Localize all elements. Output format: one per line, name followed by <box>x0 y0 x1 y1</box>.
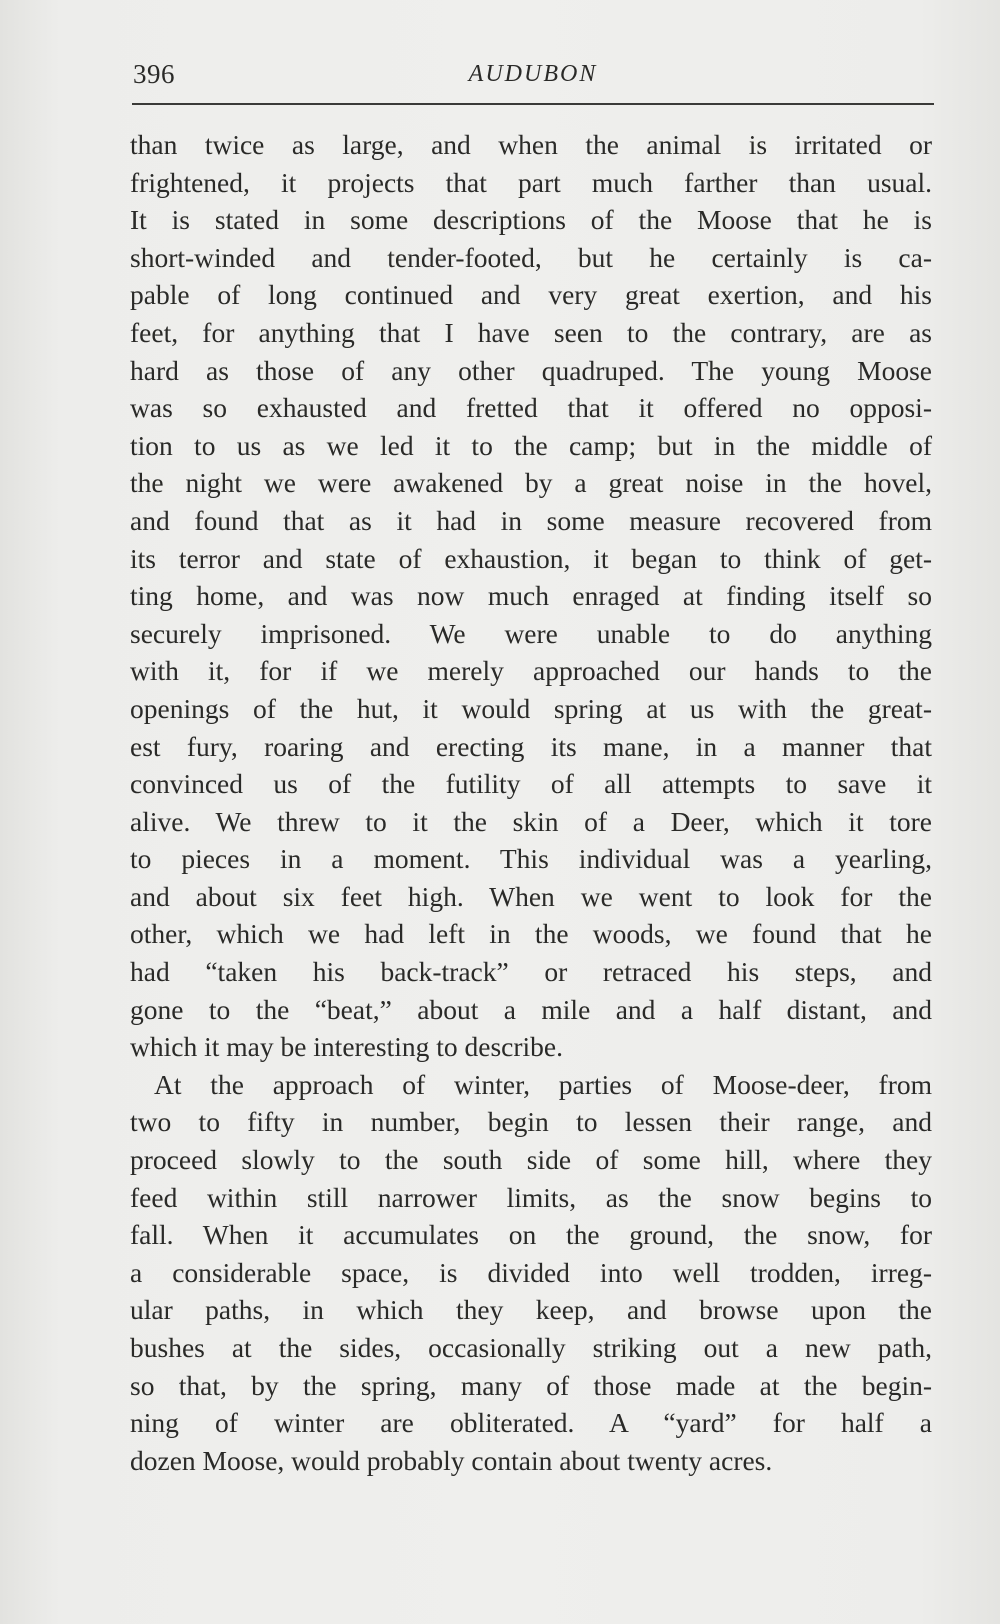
text-line: short-winded and tender-footed, but he certainly is ca- <box>130 241 932 273</box>
text-line: a considerable space, is divided into well trodden, irreg- <box>130 1256 932 1288</box>
text-line: ning of winter are obliterated. A “yard” for half a <box>130 1407 932 1439</box>
text-line: securely imprisoned. We were unable to do anything <box>130 617 932 649</box>
text-line: bushes at the sides, occasionally striking out a new path, <box>130 1332 932 1363</box>
text-line: alive. We threw to it the skin of a Deer, which it tore <box>130 805 932 837</box>
text-line: other, which we had left in the woods, we found that he <box>130 918 932 950</box>
text-line: fall. When it accumulates on the ground, the snow, for <box>130 1219 932 1251</box>
running-head <box>133 54 933 94</box>
text-line: with it, for if we merely approached our hands to the <box>130 655 932 687</box>
text-line: It is stated in some descriptions of the Moose that he is <box>130 204 932 236</box>
text-line: its terror and state of exhaustion, it began to think of get- <box>130 542 932 574</box>
text-line: and about six feet high. When we went to look for the <box>130 880 932 912</box>
text-line: dozen Moose, would probably contain about twenty acres. <box>130 1444 773 1476</box>
text-line: gone to the “beat,” about a mile and a half distant, and <box>130 993 932 1025</box>
text-line: to pieces in a moment. This individual was a yearling, <box>130 843 932 875</box>
body-text <box>130 126 932 1479</box>
running-title: AUDUBON <box>468 61 598 87</box>
text-line: was so exhausted and fretted that it offered no opposi- <box>130 392 932 424</box>
text-line: so that, by the spring, many of those made at the begin- <box>130 1369 932 1401</box>
text-line: At the approach of winter, parties of Moose-deer, from <box>154 1068 932 1100</box>
text-line: convinced us of the futility of all attempts to save it <box>130 768 932 800</box>
text-line: frightened, it projects that part much farther than usual. <box>130 166 932 198</box>
text-line: proceed slowly to the south side of some hill, where they <box>130 1144 932 1176</box>
text-line: pable of long continued and very great exertion, and his <box>130 279 932 311</box>
text-line: had “taken his back-track” or retraced his steps, and <box>130 956 932 988</box>
text-line: feed within still narrower limits, as the snow begins to <box>130 1181 932 1213</box>
text-line: ular paths, in which they keep, and browse upon the <box>130 1294 932 1326</box>
text-line: than twice as large, and when the animal is irritated or <box>130 129 932 160</box>
text-line: hard as those of any other quadruped. The young Moose <box>130 354 932 386</box>
text-line: and found that as it had in some measure recovered from <box>130 504 932 536</box>
text-line: est fury, roaring and erecting its mane, in a manner that <box>130 730 932 762</box>
header-rule <box>132 103 934 105</box>
text-line: tion to us as we led it to the camp; but in the middle of <box>130 429 932 461</box>
text-line: ting home, and was now much enraged at finding itself so <box>130 580 932 612</box>
page-number: 396 <box>133 59 175 89</box>
text-line: two to fifty in number, begin to lessen their range, and <box>130 1106 932 1138</box>
text-line: feet, for anything that I have seen to the contrary, are as <box>130 316 932 348</box>
text-line: the night we were awakened by a great noise in the hovel, <box>130 467 932 499</box>
text-line: which it may be interesting to describe. <box>130 1031 564 1063</box>
text-line: openings of the hut, it would spring at us with the great- <box>130 692 932 724</box>
